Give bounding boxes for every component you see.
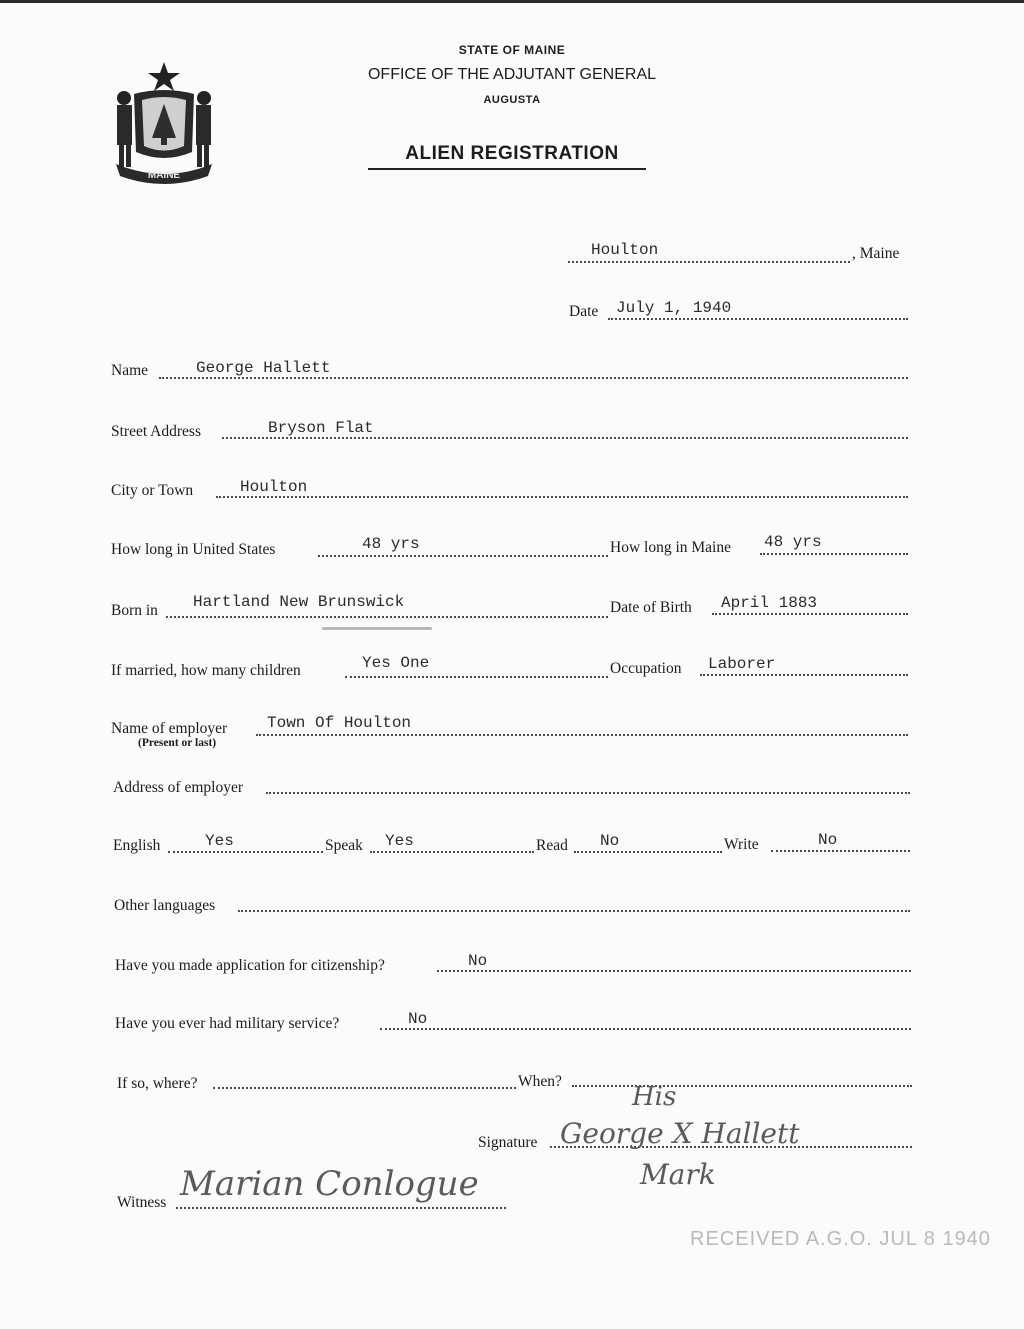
- employer-sublabel: (Present or last): [138, 737, 217, 749]
- employer-leader: [256, 734, 908, 736]
- form-title: ALIEN REGISTRATION: [405, 143, 619, 164]
- born-in-label: Born in: [111, 602, 158, 619]
- read-label: Read: [536, 837, 568, 854]
- write-label: Write: [724, 836, 759, 853]
- name-label: Name: [111, 362, 149, 379]
- other-languages-leader: [238, 910, 910, 912]
- street-address-value: Bryson Flat: [268, 419, 374, 437]
- how-long-maine-label: How long in Maine: [610, 539, 731, 556]
- how-long-maine-leader: [760, 553, 908, 555]
- english-value: Yes: [205, 832, 234, 850]
- military-leader: [380, 1028, 911, 1030]
- name-value: George Hallett: [196, 359, 331, 377]
- date-of-birth-value: April 1883: [721, 594, 818, 612]
- english-leader: [168, 851, 323, 853]
- place-value: Houlton: [591, 241, 659, 259]
- military-label: Have you ever had military service?: [115, 1015, 340, 1032]
- signature-label: Signature: [478, 1134, 538, 1151]
- signature-value: George X Hallett: [560, 1117, 800, 1150]
- employer-address-leader: [266, 792, 910, 794]
- citizenship-leader: [437, 970, 911, 972]
- english-label: English: [113, 837, 161, 854]
- signature-mark-text: Mark: [640, 1158, 716, 1191]
- born-in-leader: [166, 616, 608, 618]
- when-label: When?: [518, 1073, 562, 1090]
- witness-leader: [176, 1207, 506, 1209]
- write-value: No: [818, 831, 838, 849]
- how-long-maine-value: 48 yrs: [764, 533, 822, 551]
- employer-label: Name of employer: [111, 720, 228, 737]
- speak-value: Yes: [385, 832, 414, 850]
- date-label: Date: [569, 303, 599, 320]
- received-stamp: RECEIVED A.G.O. JUL 8 1940: [690, 1228, 991, 1250]
- where-leader: [213, 1087, 516, 1089]
- children-value: Yes One: [362, 654, 430, 672]
- citizenship-label: Have you made application for citizenship?: [115, 957, 385, 974]
- occupation-value: Laborer: [708, 655, 776, 673]
- military-value: No: [408, 1010, 428, 1028]
- signature-his-text: His: [632, 1082, 677, 1112]
- born-in-value: Hartland New Brunswick: [193, 593, 405, 611]
- how-long-us-leader: [318, 555, 608, 557]
- city-leader: [216, 496, 908, 498]
- children-label: If married, how many children: [111, 662, 301, 679]
- city-heading: AUGUSTA: [483, 94, 541, 106]
- witness-label: Witness: [117, 1194, 167, 1211]
- occupation-leader: [700, 674, 908, 676]
- citizenship-value: No: [468, 952, 488, 970]
- speak-label: Speak: [325, 837, 363, 854]
- how-long-us-value: 48 yrs: [362, 535, 420, 553]
- name-leader: [159, 377, 908, 379]
- date-leader: [608, 318, 908, 320]
- street-address-leader: [222, 437, 908, 439]
- read-value: No: [600, 832, 620, 850]
- how-long-us-label: How long in United States: [111, 541, 276, 558]
- employer-address-label: Address of employer: [113, 779, 243, 796]
- title-underline: [368, 168, 646, 170]
- witness-value: Marian Conlogue: [180, 1164, 479, 1204]
- city-label: City or Town: [111, 482, 194, 499]
- read-leader: [574, 851, 722, 853]
- where-label: If so, where?: [117, 1075, 198, 1092]
- when-leader: [572, 1085, 912, 1087]
- write-leader: [771, 850, 910, 852]
- date-of-birth-leader: [712, 613, 908, 615]
- seal-label: MAINE: [147, 170, 181, 181]
- date-of-birth-label: Date of Birth: [610, 599, 692, 616]
- smudge-mark: [322, 627, 432, 630]
- date-value: July 1, 1940: [616, 299, 732, 317]
- children-leader: [345, 676, 608, 678]
- employer-value: Town Of Houlton: [267, 714, 412, 732]
- place-suffix: , Maine: [852, 245, 900, 262]
- other-languages-label: Other languages: [114, 897, 216, 914]
- top-border: [0, 0, 1024, 3]
- occupation-label: Occupation: [610, 660, 682, 677]
- place-leader: [568, 261, 850, 263]
- office-heading: OFFICE OF THE ADJUTANT GENERAL: [367, 66, 657, 83]
- state-heading: STATE OF MAINE: [458, 43, 566, 57]
- speak-leader: [370, 851, 534, 853]
- street-address-label: Street Address: [111, 423, 201, 440]
- city-value: Houlton: [240, 478, 308, 496]
